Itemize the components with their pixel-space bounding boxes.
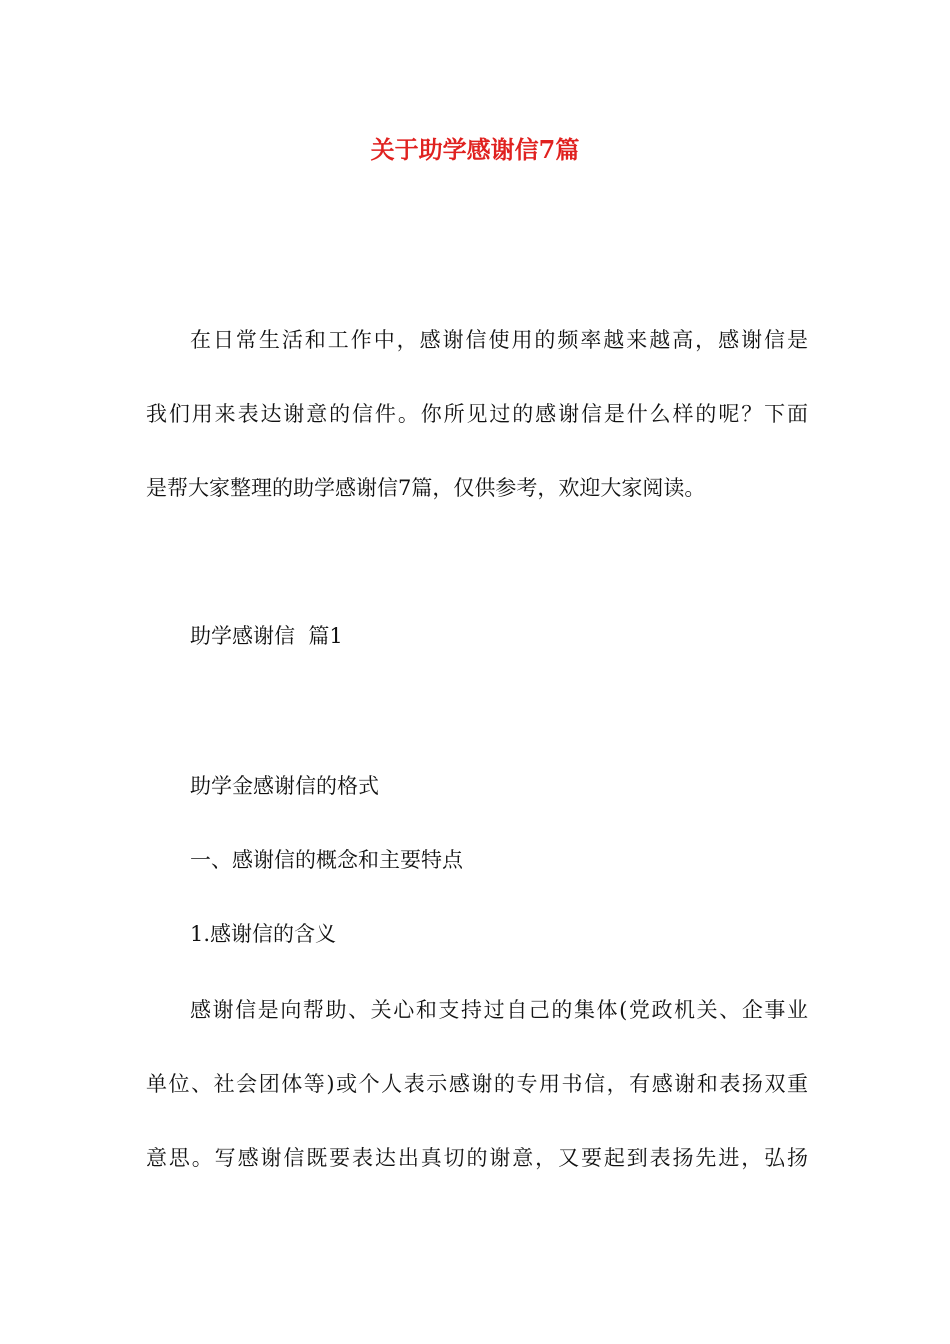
point-one-heading: 一、感谢信的概念和主要特点 (190, 848, 463, 872)
intro-paragraph-line-1-wrap (146, 322, 808, 359)
body-line-1: 感谢信是向帮助、关心和支持过自己的集体(党政机关、企事业 (190, 998, 808, 1022)
body-line-2-wrap (146, 1066, 808, 1103)
format-subheading: 助学金感谢信的格式 (190, 774, 379, 798)
document-title: 关于助学感谢信7篇 (370, 135, 580, 164)
section-heading: 助学感谢信 篇1 (190, 624, 343, 648)
intro-line-1: 在日常生活和工作中，感谢信使用的频率越来越高，感谢信是 (190, 328, 808, 352)
intro-line-2: 我们用来表达谢意的信件。你所见过的感谢信是什么样的呢？下面 (146, 402, 808, 426)
intro-line-3: 是帮大家整理的助学感谢信7篇，仅供参考，欢迎大家阅读。 (146, 476, 706, 500)
point-one-one-heading: 1.感谢信的含义 (190, 922, 337, 946)
body-line-3: 意思。写感谢信既要表达出真切的谢意，又要起到表扬先进，弘扬 (146, 1146, 808, 1170)
body-line-1-wrap (146, 992, 808, 1029)
point-one-wrap (146, 842, 808, 879)
intro-paragraph-line-3-wrap (146, 470, 808, 507)
section-heading-wrap (146, 618, 808, 655)
body-line-3-wrap (146, 1140, 808, 1177)
point-one-one-wrap (146, 916, 808, 953)
body-line-2: 单位、社会团体等)或个人表示感谢的专用书信，有感谢和表扬双重 (146, 1072, 808, 1096)
subheading-wrap (146, 768, 808, 805)
intro-paragraph-line-2-wrap (146, 396, 808, 433)
